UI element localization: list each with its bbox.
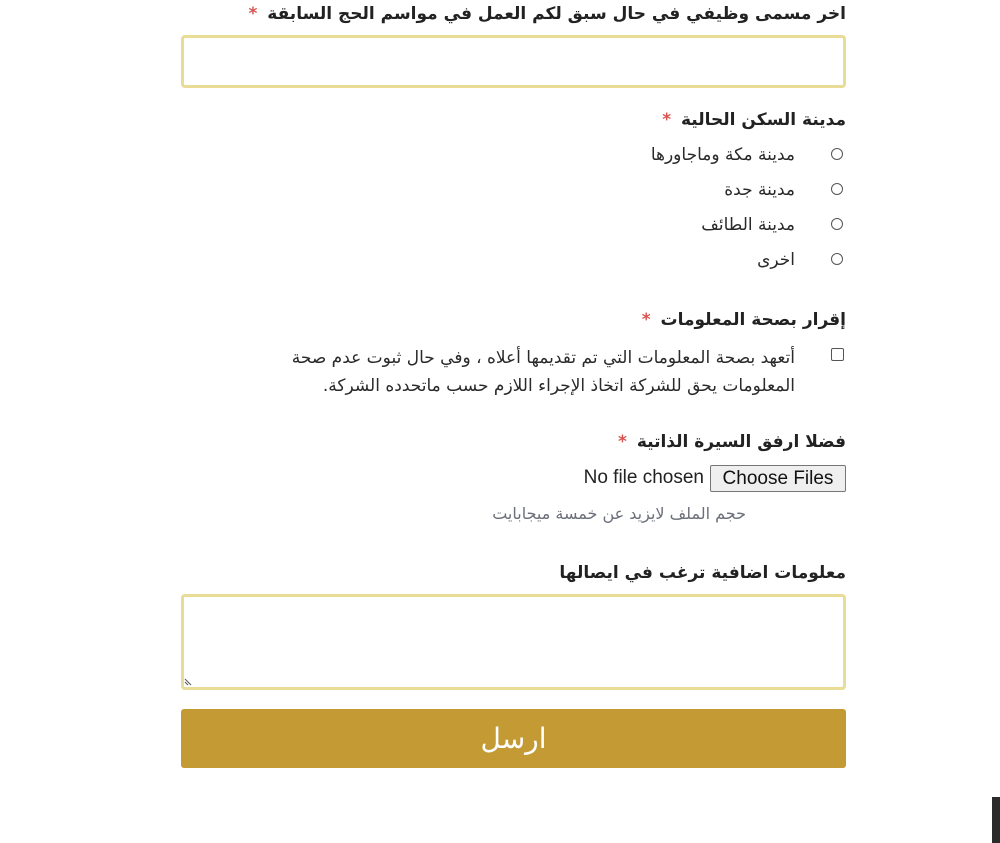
job-title-label — [248, 4, 846, 24]
submit-button[interactable]: ارسل — [181, 709, 846, 768]
cv-label — [618, 432, 846, 452]
radio-makkah[interactable] — [831, 148, 843, 160]
required-mark: * — [641, 310, 651, 330]
scroll-to-top-edge[interactable] — [992, 797, 1000, 843]
required-mark: * — [618, 432, 627, 452]
extra-info-label: معلومات اضافية ترغب في ايصالها — [559, 563, 846, 583]
radio-other-label[interactable]: اخرى — [757, 250, 795, 270]
radio-makkah-label[interactable]: مدينة مكة وماجاورها — [650, 145, 795, 165]
file-status-text: No file chosen — [583, 467, 704, 488]
city-label-text: مدينة السكن الحالية — [681, 110, 846, 130]
job-title-label-text: اخر مسمى وظيفي في حال سبق لكم العمل في مواسم الحج السابقة — [267, 4, 846, 24]
radio-taif[interactable] — [831, 218, 843, 230]
consent-text[interactable]: أتعهد بصحة المعلومات التي تم تقديمها أعلاه ، وفي حال ثبوت عدم صحة المعلومات يحق للشركة اتخاذ الإجراء اللازم حسب ماتحدده الشركة. — [291, 348, 795, 396]
radio-jeddah-label[interactable]: مدينة جدة — [724, 180, 795, 200]
radio-other[interactable] — [831, 253, 843, 265]
city-label — [662, 110, 846, 130]
consent-label-text: إقرار بصحة المعلومات — [660, 310, 846, 330]
cv-label-text: فضلا ارفق السيرة الذاتية — [636, 432, 846, 452]
radio-taif-label[interactable]: مدينة الطائف — [701, 215, 795, 235]
required-mark: * — [662, 110, 672, 130]
job-title-input[interactable] — [181, 35, 846, 88]
extra-info-textarea[interactable] — [181, 594, 846, 690]
radio-jeddah[interactable] — [831, 183, 843, 195]
choose-files-button[interactable]: Choose Files — [710, 465, 846, 492]
resize-grip-icon[interactable] — [184, 676, 194, 686]
consent-label — [642, 310, 846, 330]
consent-checkbox[interactable] — [831, 348, 844, 361]
required-mark: * — [248, 4, 258, 24]
file-size-hint: حجم الملف لايزيد عن خمسة ميجابايت — [492, 504, 746, 523]
